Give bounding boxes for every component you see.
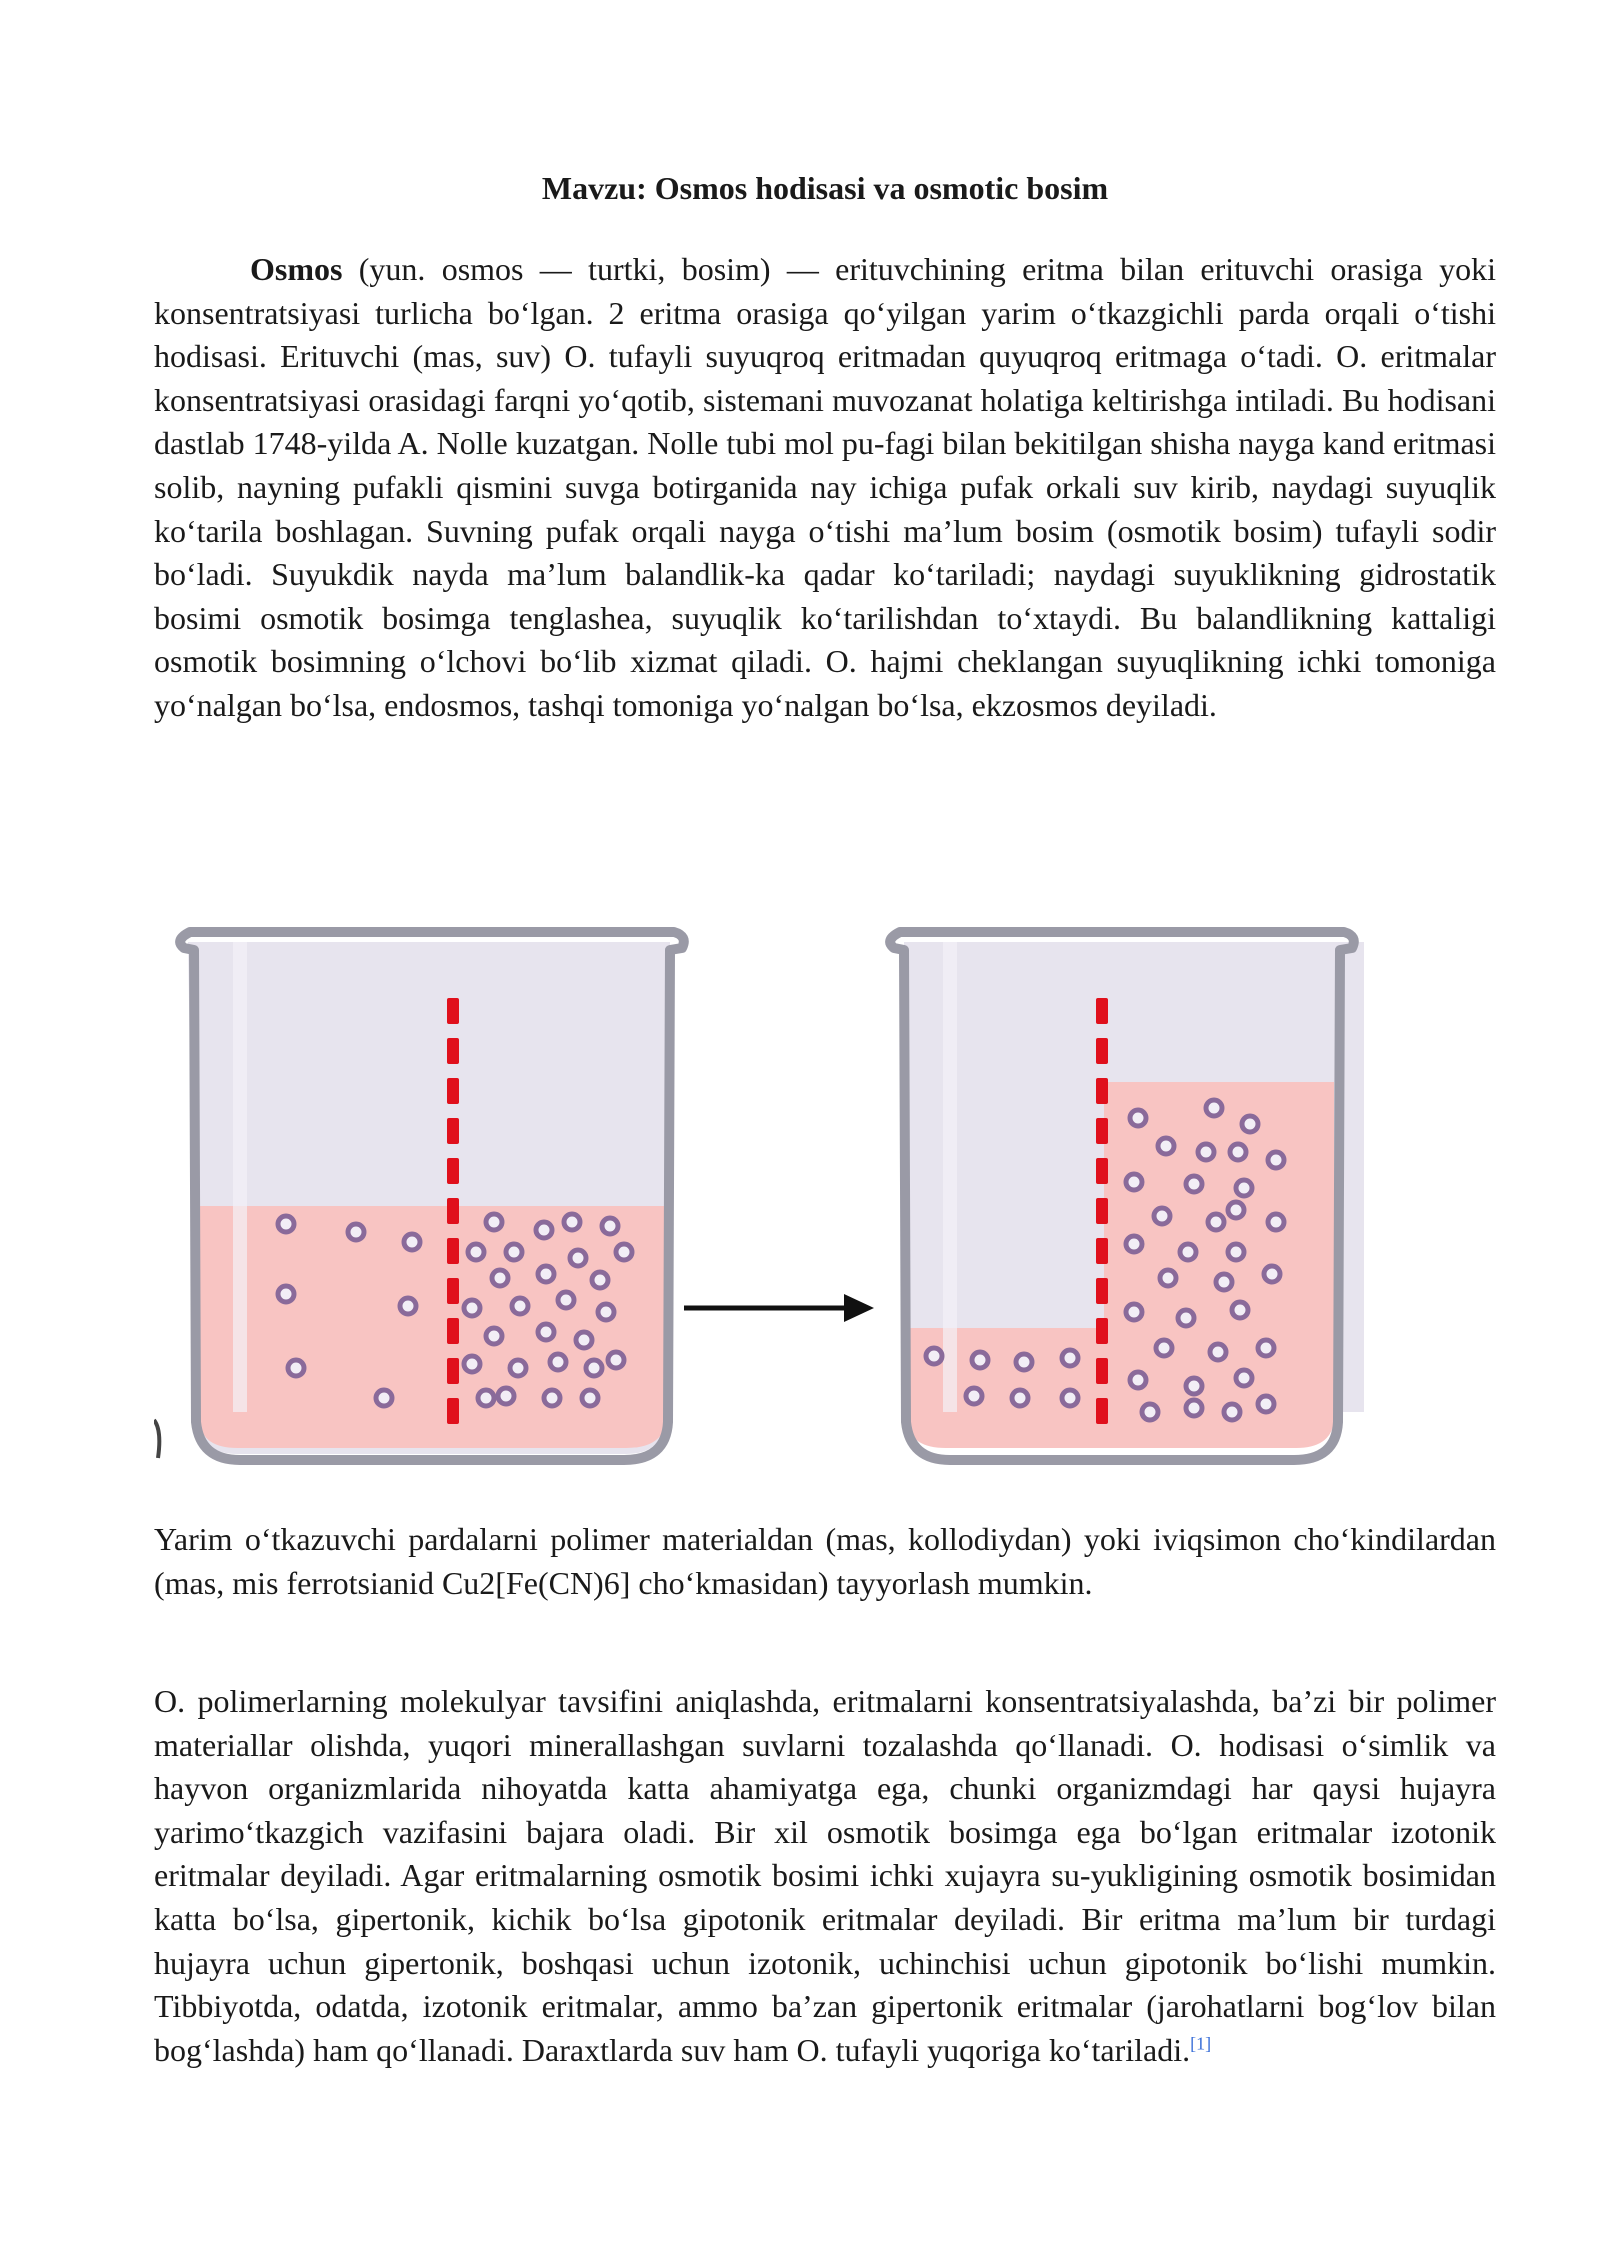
page-title: Mavzu: Osmos hodisasi va osmotic bosim (541, 170, 1109, 206)
paragraph-osmos-text: (yun. osmos — turtki, bosim) — erituvchining eritma bilan erituvchi orasiga yoki konsentratsiyasi turlicha bo‘lgan. 2 eritma orasiga qo‘yilgan yarim o‘tkazgichli parda orqali o‘tishi hodisasi. Erituvchi (mas, suv) O. tufayli suyuqroq eritmadan quyuqroq eritmaga o‘tadi. O. eritmalar konsentratsiyasi orasidagi farqni yo‘qotib, sistemani muvozanat holatiga keltirishga intiladi. Bu hodisani dastlab 1748-yilda A. Nolle kuzatgan. Nolle tubi mol pu-fagi bilan bekitilgan shisha nayga kand eritmasi solib, nayning pufakli qismini suvga botirganida nay ichiga pufak orkali suv kirib, naydagi suyuqlik ko‘tarila boshlagan. Suvning pufak orqali nayga o‘tishi ma’lum bosim (osmotik bosim) tufayli sodir bo‘ladi. Suyukdik nayda ma’lum balandlik-ka qadar ko‘tariladi; naydagi suyuklikning gidrostatik bosimi osmotik bosimga tenglashea, suyuqlik ko‘tarilishdan to‘xtaydi. Bu balandlikning kattaligi osmotik bosimning o‘lchovi bo‘lib xizmat qiladi. O. hajmi cheklangan suyuqlikning ichki tomoniga yo‘nalgan bo‘lsa, endosmos, tashqi tomoniga yo‘nalgan bo‘lsa, ekzosmos deyiladi. (154, 251, 1496, 723)
membrane-right (1096, 998, 1108, 1424)
paragraph-applications-text: O. polimerlarning molekulyar tavsifini aniqlashda, eritmalarni konsentratsiyalashda, ba’zi bir polimer materiallar olishda, yuqori minerallashgan suvlarni tozalashda qo‘llanadi. O. hodisasi o‘simlik va hayvon organizmlarida nihoyatda katta ahamiyatga ega, chunki organizmdagi har qaysi hujayra yarimo‘tkazgich vazifasini bajara oladi. Bir xil osmotik bosimga ega bo‘lgan eritmalar izotonik eritmalar deyiladi. Agar eritmalarning osmotik bosimi ichki xujayra su-yukligining osmotik bosimidan katta bo‘lsa, gipertonik, kichik bo‘lsa gipotonik eritmalar deyiladi. Bir eritma ma’lum bir turdagi hujayra uchun gipertonik, boshqasi uchun izotonik, uchinchisi uchun gipotonik bo‘lishi mumkin. Tibbiyotda, odatda, izotonik eritmalar, ammo ba’zan gipertonik eritmalar (jarohatlarni bog‘lov bilan bog‘lashda) ham qo‘llanadi. Daraxtlarda suv ham O. tufayli yuqoriga ko‘tariladi. (154, 1683, 1496, 2068)
arrow-right-icon (684, 1294, 874, 1322)
paragraph-applications (154, 1680, 1496, 2072)
beaker-before-icon (180, 932, 684, 1460)
membrane-left (447, 998, 459, 1424)
paragraph-membranes: Yarim o‘tkazuvchi pardalarni polimer materialdan (mas, kollodiydan) yoki iviqsimon cho‘kindilardan (mas, mis ferrotsianid Cu2[Fe(CN)6] cho‘kmasidan) tayyorlash mumkin. (154, 1521, 1496, 1601)
osmosis-figure (154, 812, 1364, 1484)
footnote-link[interactable]: [1] (1190, 2033, 1212, 2054)
beaker-after-icon (890, 932, 1364, 1460)
term-osmos: Osmos (250, 251, 343, 287)
paragraph-osmos-definition (154, 248, 1496, 728)
